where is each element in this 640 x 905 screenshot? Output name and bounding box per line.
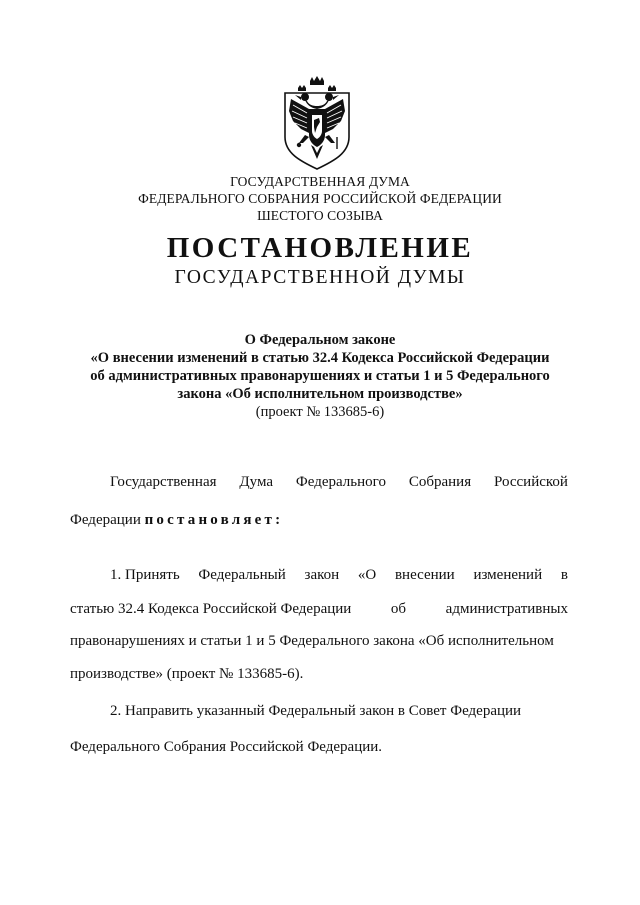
- item-1-line-1: [110, 567, 568, 584]
- word: Российской: [494, 474, 568, 490]
- document-title: ПОСТАНОВЛЕНИЕ: [166, 232, 474, 264]
- word: Федеральный: [198, 567, 286, 583]
- item-2-line-2: Федерального Собрания Российской Федерации.: [70, 739, 383, 755]
- word: внесении: [394, 567, 455, 583]
- resolves-word: постановляет:: [144, 512, 284, 528]
- subject-line-4: закона «Об исполнительном производстве»: [177, 386, 463, 402]
- word-group: статью 32.4 Кодекса Российской Федерации: [70, 601, 352, 617]
- convocation-line: ШЕСТОГО СОЗЫВА: [257, 208, 383, 223]
- russian-double-headed-eagle-emblem-icon: [279, 75, 355, 171]
- item-1-line-2: [70, 601, 568, 618]
- word: в: [560, 567, 568, 583]
- document-subtitle: ГОСУДАРСТВЕННОЙ ДУМЫ: [174, 267, 466, 288]
- subject-line-2: «О внесении изменений в статью 32.4 Кодекса Российской Федерации: [90, 350, 550, 366]
- org-name-line-2: ФЕДЕРАЛЬНОГО СОБРАНИЯ РОССИЙСКОЙ ФЕДЕРАЦИИ: [138, 191, 502, 206]
- word: Собрания: [408, 474, 472, 490]
- word: 1. Принять: [110, 567, 180, 583]
- word: административных: [445, 601, 568, 617]
- intro-line-1: [110, 474, 568, 491]
- word: об: [390, 601, 407, 617]
- word: закон: [304, 567, 340, 583]
- word: изменений: [473, 567, 543, 583]
- word: «О: [357, 567, 377, 583]
- intro-line-2: [70, 512, 283, 529]
- project-number: (проект № 133685-6): [255, 404, 385, 420]
- item-1-line-4: производстве» (проект № 133685-6).: [70, 666, 304, 682]
- subject-line-3: об административных правонарушениях и статьи 1 и 5 Федерального: [90, 368, 550, 384]
- word: Государственная: [110, 474, 217, 490]
- intro-line-2-text: Федерации: [70, 512, 141, 528]
- subject-line-1: О Федеральном законе: [244, 332, 396, 348]
- item-2-line-1: 2. Направить указанный Федеральный закон в Совет Федерации: [110, 703, 522, 719]
- item-1-line-3: правонарушениях и статьи 1 и 5 Федерального закона «Об исполнительном: [70, 633, 554, 649]
- org-name-line-1: ГОСУДАРСТВЕННАЯ ДУМА: [230, 174, 410, 189]
- word: Дума: [239, 474, 274, 490]
- word: Федерального: [295, 474, 386, 490]
